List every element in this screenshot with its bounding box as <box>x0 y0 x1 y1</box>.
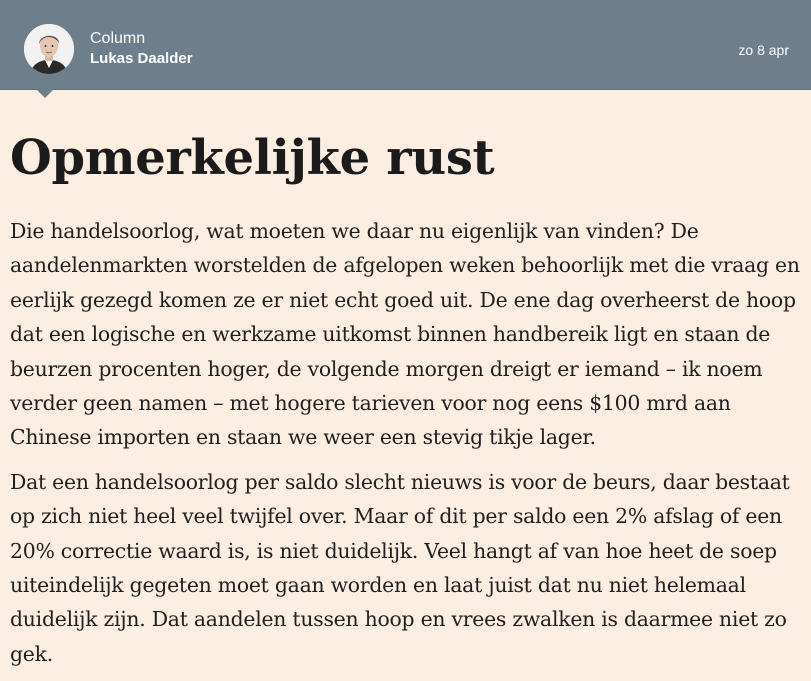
author-portrait-icon <box>24 24 74 74</box>
column-meta <box>90 29 193 69</box>
article-paragraph-2: Dat een handelsoorlog per saldo slecht nieuws is voor de beurs, daar bestaat op zich niet heel veel twijfel over. Maar of dit per saldo een 2% afslag of een 20% correctie waard is, is niet duidelijk. Veel hangt af van hoe heet de soep uiteindelijk gegeten moet gaan worden en laat juist dat nu niet helemaal duidelijk zijn. Dat aandelen tussen hoop en vrees zwalken is daarmee niet zo gek. <box>10 469 790 666</box>
article-paragraph-1: Die handelsoorlog, wat moeten we daar nu eigenlijk van vinden? De aandelenmarkten worstelden de afgelopen weken behoorlijk met die vraag en eerlijk gezegd komen ze er niet echt goed uit. De ene dag overheerst de hoop dat een logische en werkzame uitkomst binnen handbereik ligt en staan de beurzen procenten hoger, de volgende morgen dreigt er iemand – ik noem verder geen namen – met hogere tarieven voor nog eens $100 mrd aan Chinese importen en staan we weer een stevig tikje lager. <box>10 219 800 450</box>
section-label: Column <box>90 30 146 47</box>
column-header <box>0 0 811 90</box>
article-body <box>10 214 805 681</box>
author-name[interactable]: Lukas Daalder <box>90 50 193 67</box>
header-pointer <box>36 89 54 98</box>
author-avatar[interactable] <box>24 24 74 74</box>
publish-date: zo 8 apr <box>738 42 789 58</box>
article-title: Opmerkelijke rust <box>10 130 495 186</box>
